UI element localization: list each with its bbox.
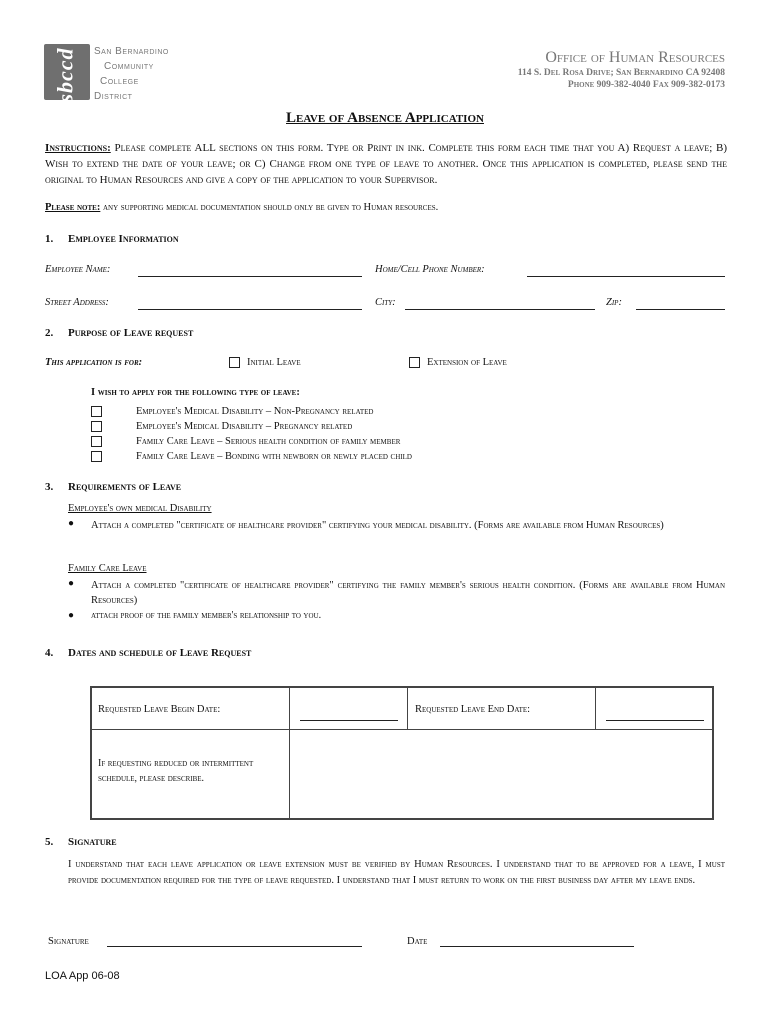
office-phone: Phone 909-382-4040 Fax 909-382-0173 — [567, 80, 725, 90]
extension-leave-checkbox[interactable] — [409, 357, 420, 368]
family-care-requirement: Attach a completed "certificate of healthcare provider" certifying the family member's serious health condition. (Forms are available from Human Resources) — [91, 580, 725, 606]
zip-field[interactable] — [636, 309, 725, 310]
instructions-label: Instructions: — [45, 142, 111, 154]
instructions — [45, 140, 727, 188]
end-date-label: Requested Leave End Date: — [415, 704, 531, 715]
section-5-number: 5. — [45, 836, 54, 848]
city-field[interactable] — [405, 309, 595, 310]
leave-type-checkbox[interactable] — [91, 451, 102, 462]
initial-leave-checkbox[interactable] — [229, 357, 240, 368]
leave-type-label: Family Care Leave – Serious health condition of family member — [136, 436, 401, 447]
leave-dates-table — [90, 686, 714, 820]
begin-date-field[interactable] — [300, 720, 398, 721]
section-4-number: 4. — [45, 647, 54, 659]
district-line: Community — [104, 61, 154, 72]
note — [45, 202, 438, 213]
leave-type-checkbox[interactable] — [91, 421, 102, 432]
section-5-title: Signature — [68, 836, 117, 848]
section-2-title: Purpose of Leave request — [68, 327, 194, 339]
employee-name-label: Employee Name: — [45, 264, 111, 275]
district-line: San Bernardino — [94, 46, 169, 57]
family-proof-requirement: attach proof of the family member's relationship to you. — [91, 610, 322, 621]
end-date-cell[interactable] — [596, 688, 712, 730]
logo-mark: sbccd — [52, 47, 78, 103]
signature-statement: I understand that each leave application or leave extension must be verified by Human Resources. I understand that to be approved for a leave, I must provide documentation required for the type of leave requested. I understand that I must return to work on the first business day after my leave ends. — [68, 859, 725, 886]
initial-leave-label: Initial Leave — [247, 357, 301, 368]
district-line: College — [100, 76, 139, 87]
page-title: Leave of Absence Application — [286, 110, 484, 126]
note-label: Please note: — [45, 202, 101, 213]
phone-field[interactable] — [527, 276, 725, 277]
reduced-schedule-label: If requesting reduced or intermittent schedule, please describe. — [98, 758, 254, 784]
bullet: ● — [68, 610, 75, 621]
note-text: any supporting medical documentation should only be given to Human resources. — [102, 202, 439, 213]
employee-name-field[interactable] — [138, 276, 362, 277]
leave-type-label: Family Care Leave – Bonding with newborn or newly placed child — [136, 451, 412, 462]
application-for-label: This application is for: — [45, 357, 143, 368]
phone-label: Home/Cell Phone Number: — [375, 264, 485, 275]
district-name — [94, 44, 169, 104]
begin-date-label: Requested Leave Begin Date: — [98, 704, 221, 715]
logo — [44, 44, 90, 103]
reduced-schedule-label-cell — [92, 730, 290, 818]
section-1-title: Employee Information — [68, 233, 179, 245]
date-label: Date — [407, 936, 428, 947]
city-label: City: — [375, 297, 396, 308]
family-care-heading: Family Care Leave — [68, 563, 147, 574]
own-disability-heading: Employee's own medical Disability — [68, 503, 212, 514]
bullet: ● — [68, 578, 75, 589]
end-date-field[interactable] — [606, 720, 704, 721]
begin-date-cell[interactable] — [290, 688, 408, 730]
bullet: ● — [68, 518, 75, 529]
signature-label: Signature — [48, 936, 89, 947]
form-code: LOA App 06-08 — [45, 970, 120, 982]
own-disability-requirement: Attach a completed "certificate of healthcare provider" certifying your medical disability. (Forms are available from Human Resources) — [91, 520, 664, 531]
date-field[interactable] — [440, 946, 634, 947]
signature-field[interactable] — [107, 946, 362, 947]
office-block — [518, 49, 725, 91]
begin-date-label-cell — [92, 688, 290, 730]
leave-type-prompt: I wish to apply for the following type of leave: — [91, 387, 300, 398]
zip-label: Zip: — [606, 297, 622, 308]
section-3-number: 3. — [45, 481, 54, 493]
section-1-number: 1. — [45, 233, 54, 245]
section-4-title: Dates and schedule of Leave Request — [68, 647, 252, 659]
office-address: 114 S. Del Rosa Drive; San Bernardino CA 92408 — [517, 68, 725, 78]
leave-type-checkbox[interactable] — [91, 406, 102, 417]
street-field[interactable] — [138, 309, 362, 310]
section-2-number: 2. — [45, 327, 54, 339]
office-title: Office of Human Resources — [545, 49, 725, 66]
street-label: Street Address: — [45, 297, 109, 308]
extension-leave-label: Extension of Leave — [427, 357, 507, 368]
leave-type-label: Employee's Medical Disability – Non-Pregnancy related — [136, 406, 374, 417]
leave-type-label: Employee's Medical Disability – Pregnancy related — [136, 421, 353, 432]
district-line: District — [94, 91, 133, 102]
leave-type-checkbox[interactable] — [91, 436, 102, 447]
reduced-schedule-field[interactable] — [290, 730, 712, 818]
end-date-label-cell — [408, 688, 596, 730]
section-3-title: Requirements of Leave — [68, 481, 182, 493]
instructions-text: Please complete ALL sections on this form. Type or Print in ink. Complete this form each time that you A) Request a leave; B) Wish to extend the date of your leave; or C) Change from one type of leave to another. Once this application is completed, please send the original to Human Resources and give a copy of the application to your Supervisor. — [45, 142, 727, 186]
